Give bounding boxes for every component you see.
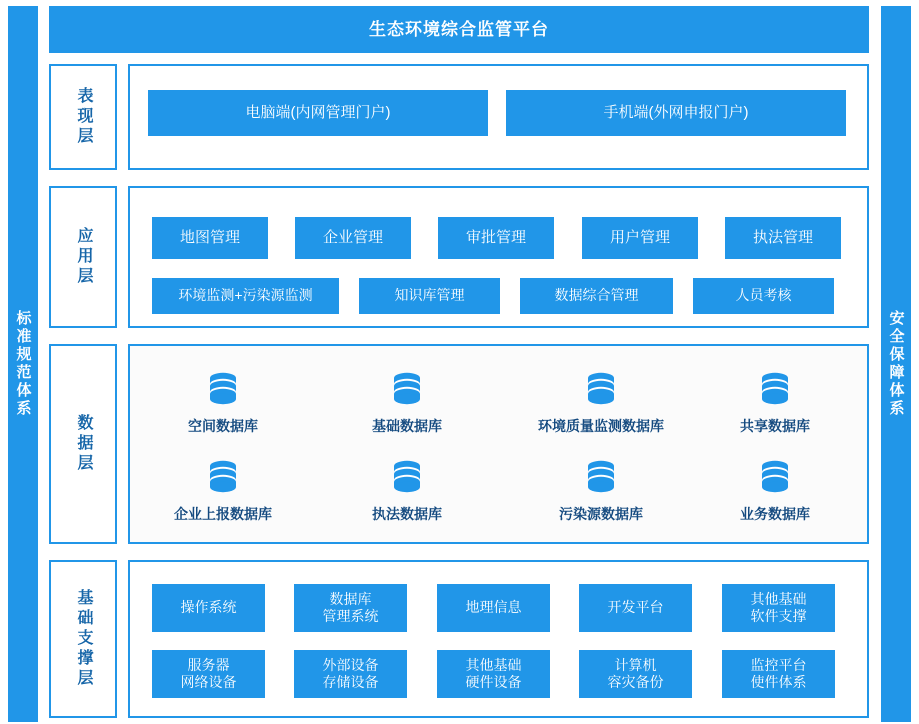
database-icon bbox=[501, 368, 701, 410]
infra-item-dev-platform[interactable]: 开发平台 bbox=[579, 584, 692, 632]
infra-item-os[interactable]: 操作系统 bbox=[152, 584, 265, 632]
app-item-map[interactable]: 地图管理 bbox=[152, 217, 268, 259]
database-icon bbox=[322, 368, 492, 410]
infra-item-other-hardware[interactable]: 其他基础 硬件设备 bbox=[437, 650, 550, 698]
left-standard-system-label: 标准规范体系 bbox=[14, 310, 32, 418]
database-icon bbox=[138, 368, 308, 410]
app-item-user[interactable]: 用户管理 bbox=[582, 217, 698, 259]
layer-label-data-text: 数据层 bbox=[75, 414, 92, 474]
database-icon bbox=[322, 456, 492, 498]
left-standard-system-bar bbox=[8, 6, 38, 722]
app-item-approval[interactable]: 审批管理 bbox=[438, 217, 554, 259]
database-item[interactable] bbox=[138, 368, 308, 436]
infra-item-disaster-backup[interactable]: 计算机 容灾备份 bbox=[579, 650, 692, 698]
page-title: 生态环境综合监管平台 bbox=[49, 6, 869, 53]
database-caption: 环境质量监测数据库 bbox=[538, 418, 664, 434]
database-item[interactable] bbox=[516, 456, 686, 524]
infra-item-external-storage[interactable]: 外部设备 存储设备 bbox=[294, 650, 407, 698]
database-caption: 业务数据库 bbox=[740, 506, 810, 522]
layer-label-application bbox=[49, 186, 117, 328]
database-caption: 污染源数据库 bbox=[559, 506, 643, 522]
layer-label-presentation-text: 表现层 bbox=[75, 87, 92, 147]
app-item-knowledge-base[interactable]: 知识库管理 bbox=[359, 278, 500, 314]
database-icon bbox=[690, 368, 860, 410]
app-item-enforcement[interactable]: 执法管理 bbox=[725, 217, 841, 259]
database-caption: 执法数据库 bbox=[372, 506, 442, 522]
layer-panel-data bbox=[128, 344, 869, 544]
right-security-system-label: 安全保障体系 bbox=[887, 310, 905, 418]
app-item-staff-appraisal[interactable]: 人员考核 bbox=[693, 278, 834, 314]
layer-label-presentation bbox=[49, 64, 117, 170]
database-caption: 企业上报数据库 bbox=[174, 506, 272, 522]
layer-panel-application bbox=[128, 186, 869, 328]
layer-panel-presentation bbox=[128, 64, 869, 170]
app-item-enterprise[interactable]: 企业管理 bbox=[295, 217, 411, 259]
presentation-item-pc[interactable]: 电脑端(内网管理门户) bbox=[148, 90, 488, 136]
infra-item-monitor-platform[interactable]: 监控平台 使件体系 bbox=[722, 650, 835, 698]
database-item[interactable] bbox=[322, 368, 492, 436]
database-icon bbox=[516, 456, 686, 498]
layer-label-infrastructure bbox=[49, 560, 117, 718]
infra-item-gis[interactable]: 地理信息 bbox=[437, 584, 550, 632]
presentation-item-mobile[interactable]: 手机端(外网申报门户) bbox=[506, 90, 846, 136]
database-caption: 基础数据库 bbox=[372, 418, 442, 434]
app-item-data-management[interactable]: 数据综合管理 bbox=[520, 278, 673, 314]
layer-label-infrastructure-text: 基础支撑层 bbox=[75, 589, 92, 689]
layer-label-application-text: 应用层 bbox=[75, 227, 92, 287]
database-item[interactable] bbox=[322, 456, 492, 524]
database-item[interactable] bbox=[501, 368, 701, 436]
database-caption: 空间数据库 bbox=[188, 418, 258, 434]
infra-item-dbms[interactable]: 数据库 管理系统 bbox=[294, 584, 407, 632]
right-security-system-bar bbox=[881, 6, 911, 722]
database-item[interactable] bbox=[690, 456, 860, 524]
layer-panel-infrastructure bbox=[128, 560, 869, 718]
infra-item-other-software[interactable]: 其他基础 软件支撑 bbox=[722, 584, 835, 632]
database-item[interactable] bbox=[138, 456, 308, 524]
infra-item-server-network[interactable]: 服务器 网络设备 bbox=[152, 650, 265, 698]
app-item-monitoring[interactable]: 环境监测+污染源监测 bbox=[152, 278, 339, 314]
database-icon bbox=[138, 456, 308, 498]
layer-label-data bbox=[49, 344, 117, 544]
database-item[interactable] bbox=[690, 368, 860, 436]
database-icon bbox=[690, 456, 860, 498]
database-caption: 共享数据库 bbox=[740, 418, 810, 434]
